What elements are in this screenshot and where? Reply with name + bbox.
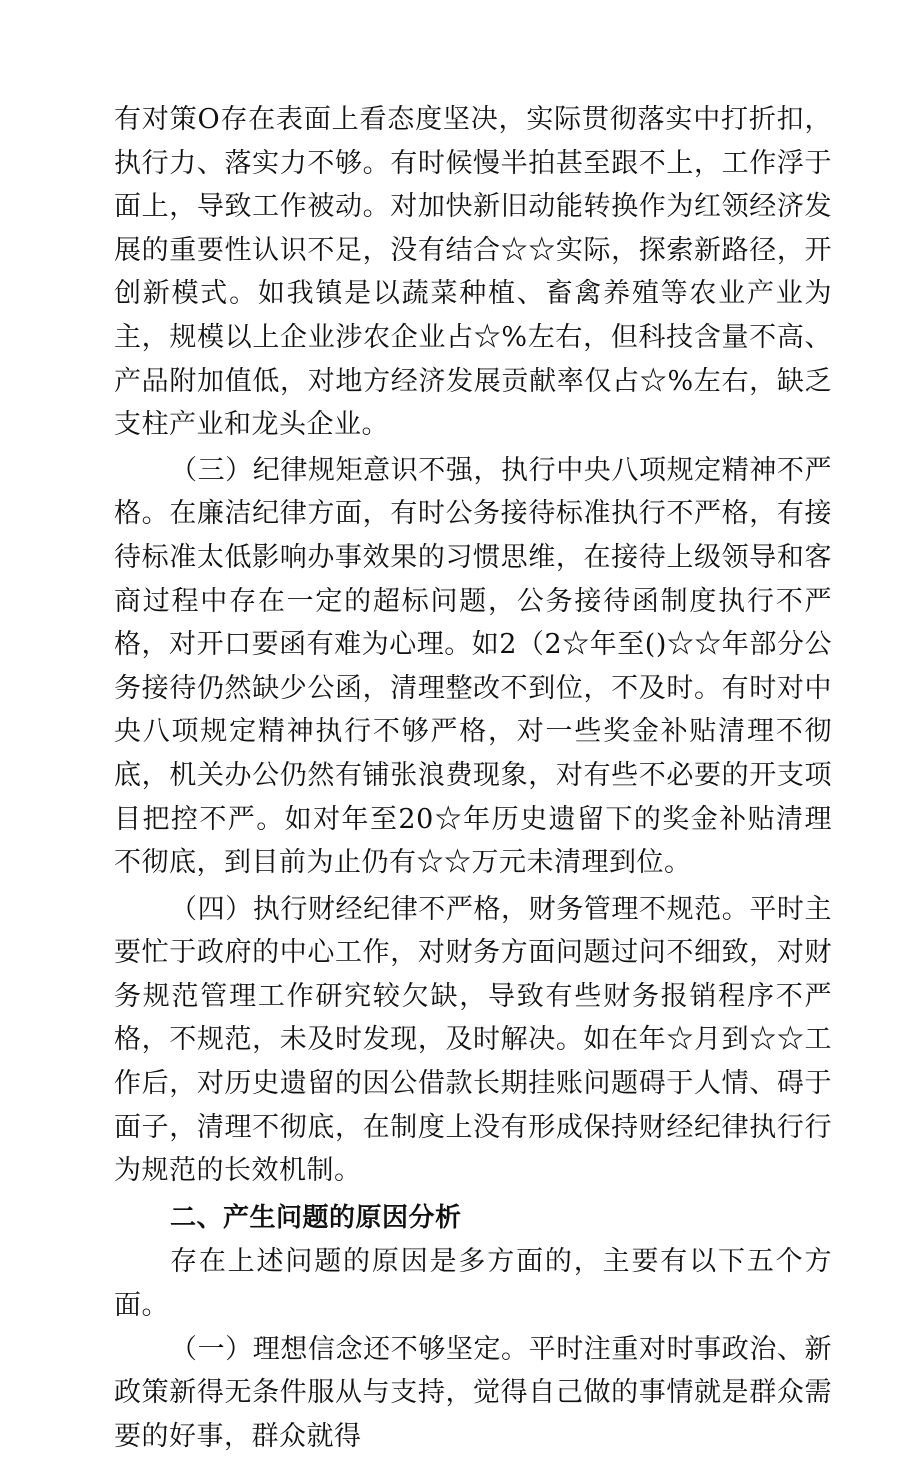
- paragraph-cause-1: （一）理想信念还不够坚定。平时注重对时事政治、新政策新得无条件服从与支持，觉得自己做的事情就是群众需要的好事，群众就得: [114, 1333, 832, 1452]
- section-heading-cause-analysis: 二、产生问题的原因分析: [170, 1202, 462, 1233]
- paragraph-section-4-finance: （四）执行财经纪律不严格，财务管理不规范。平时主要忙于政府的中心工作，对财务方面问题过问不细致，对财务规范管理工作研究较欠缺，导致有些财务报销程序不严格，不规范，未及时发现，及时解决。如在年☆月到☆☆工作后，对历史遗留的因公借款长期挂账问题碍于人情、碍于面子，清理不彻底，在制度上没有形成保持财经纪律执行行为规范的长效机制。: [114, 893, 832, 1187]
- document-body: [114, 98, 832, 1458]
- paragraph-cause-intro: 存在上述问题的原因是多方面的，主要有以下五个方面。: [114, 1246, 832, 1322]
- paragraph-continuation: 有对策O存在表面上看态度坚决，实际贯彻落实中打折扣，执行力、落实力不够。有时候慢半拍甚至跟不上，工作浮于面上，导致工作被动。对加快新旧动能转换作为红领经济发展的重要性认识不足，没有结合☆☆实际，探索新路径，开创新模式。如我镇是以蔬菜种植、畜禽养殖等农业产业为主，规模以上企业涉农企业占☆%左右，但科技含量不高、产品附加值低，对地方经济发展贡献率仅占☆%左右，缺乏支柱产业和龙头企业。: [114, 104, 832, 441]
- paragraph-section-3-discipline: （三）纪律规矩意识不强，执行中央八项规定精神不严格。在廉洁纪律方面，有时公务接待标准执行不严格，有接待标准太低影响办事效果的习惯思维，在接待上级领导和客商过程中存在一定的超标问题，公务接待函制度执行不严格，对开口要函有难为心理。如2（2☆年至()☆☆年部分公务接待仍然缺少公函，清理整改不到位，不及时。有时对中央八项规定精神执行不够严格，对一些奖金补贴清理不彻底，机关办公仍然有铺张浪费现象，对有些不必要的开支项目把控不严。如对年至20☆年历史遗留下的奖金补贴清理不彻底，到目前为止仍有☆☆万元未清理到位。: [114, 454, 832, 879]
